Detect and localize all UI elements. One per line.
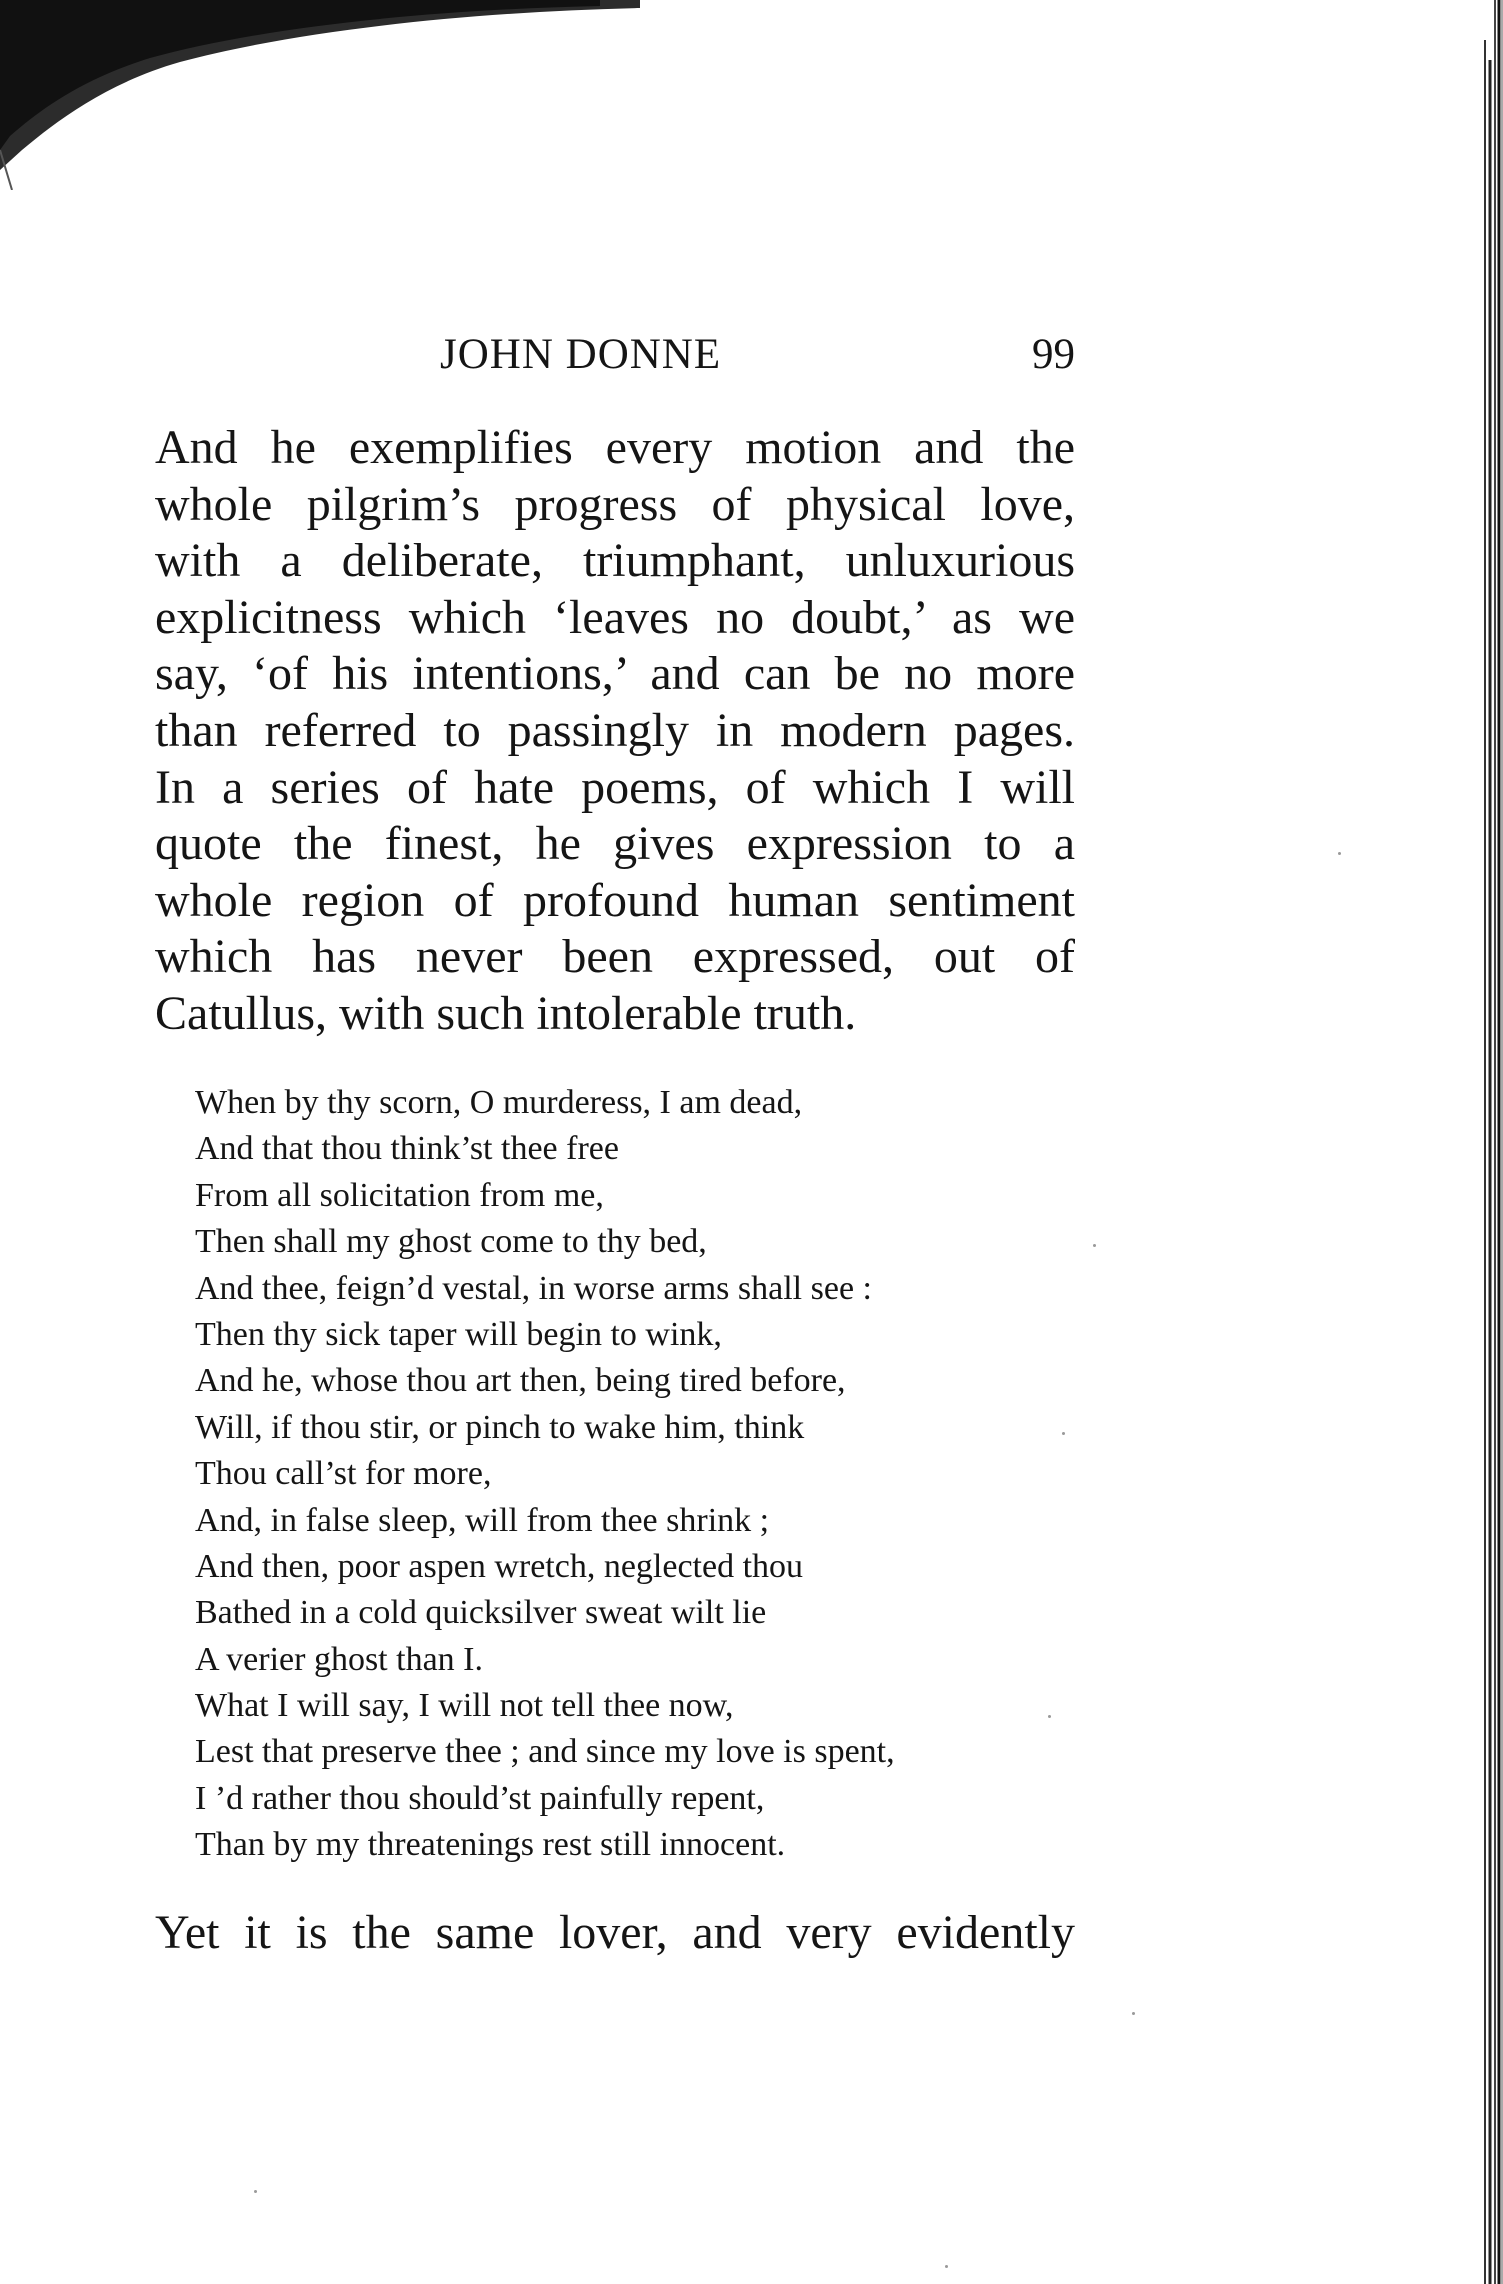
scan-corner-shadow bbox=[0, 0, 640, 190]
running-head: JOHN DONNE bbox=[440, 331, 722, 378]
poem-block bbox=[195, 1080, 1075, 1869]
poem-line: Will, if thou stir, or pinch to wake him, think bbox=[195, 1408, 805, 1446]
continuation-line: Yet it is the same lover, and very evidently bbox=[155, 1906, 1075, 1959]
prose-line: whole region of profound human sentiment bbox=[155, 873, 1075, 927]
poem-line: Then thy sick taper will begin to wink, bbox=[195, 1315, 722, 1353]
speck bbox=[1048, 1715, 1051, 1718]
poem-line: Thou call’st for more, bbox=[195, 1455, 492, 1493]
prose-line: whole pilgrim’s progress of physical love, bbox=[155, 477, 1075, 531]
poem-line: And thee, feign’d vestal, in worse arms shall see : bbox=[195, 1269, 872, 1307]
poem-line: Bathed in a cold quicksilver sweat wilt lie bbox=[195, 1594, 767, 1632]
prose-paragraph bbox=[155, 420, 1075, 1043]
speck bbox=[1093, 1244, 1096, 1247]
prose-line: which has never been expressed, out of bbox=[155, 930, 1075, 984]
speck bbox=[1062, 1432, 1065, 1435]
speck bbox=[1338, 852, 1341, 855]
poem-line: And, in false sleep, will from thee shrink ; bbox=[195, 1501, 770, 1539]
poem-line: When by thy scorn, O murderess, I am dead, bbox=[195, 1084, 803, 1121]
page-header bbox=[155, 330, 1075, 390]
prose-line: say, ‘of his intentions,’ and can be no more bbox=[155, 647, 1075, 701]
poem-line: And that thou think’st thee free bbox=[195, 1130, 619, 1168]
poem-line: And he, whose thou art then, being tired before, bbox=[195, 1362, 846, 1400]
poem-line: Then shall my ghost come to thy bed, bbox=[195, 1223, 707, 1261]
poem-line: A verier ghost than I. bbox=[195, 1640, 483, 1678]
prose-line: with a deliberate, triumphant, unluxurious bbox=[155, 534, 1075, 588]
prose-line: And he exemplifies every motion and the bbox=[155, 421, 1075, 474]
speck bbox=[1132, 2012, 1135, 2015]
page-number: 99 bbox=[1032, 331, 1075, 378]
prose-line: In a series of hate poems, of which I will bbox=[155, 760, 1075, 814]
prose-line: Catullus, with such intolerable truth. bbox=[155, 986, 857, 1040]
poem-line: From all solicitation from me, bbox=[195, 1176, 604, 1214]
prose-line: than referred to passingly in modern pages. bbox=[155, 703, 1075, 757]
poem-line: What I will say, I will not tell thee now, bbox=[195, 1687, 734, 1725]
poem-line: Lest that preserve thee ; and since my love is spent, bbox=[195, 1733, 895, 1771]
poem-line: Than by my threatenings rest still innocent. bbox=[195, 1826, 786, 1864]
speck bbox=[945, 2265, 948, 2268]
poem-line: And then, poor aspen wretch, neglected thou bbox=[195, 1547, 804, 1585]
speck bbox=[254, 2190, 257, 2193]
poem-line: I ’d rather thou should’st painfully repent, bbox=[195, 1779, 765, 1817]
prose-line: explicitness which ‘leaves no doubt,’ as we bbox=[155, 590, 1075, 644]
scan-binding-edge bbox=[1481, 0, 1503, 2284]
prose-line: quote the finest, he gives expression to a bbox=[155, 817, 1075, 871]
